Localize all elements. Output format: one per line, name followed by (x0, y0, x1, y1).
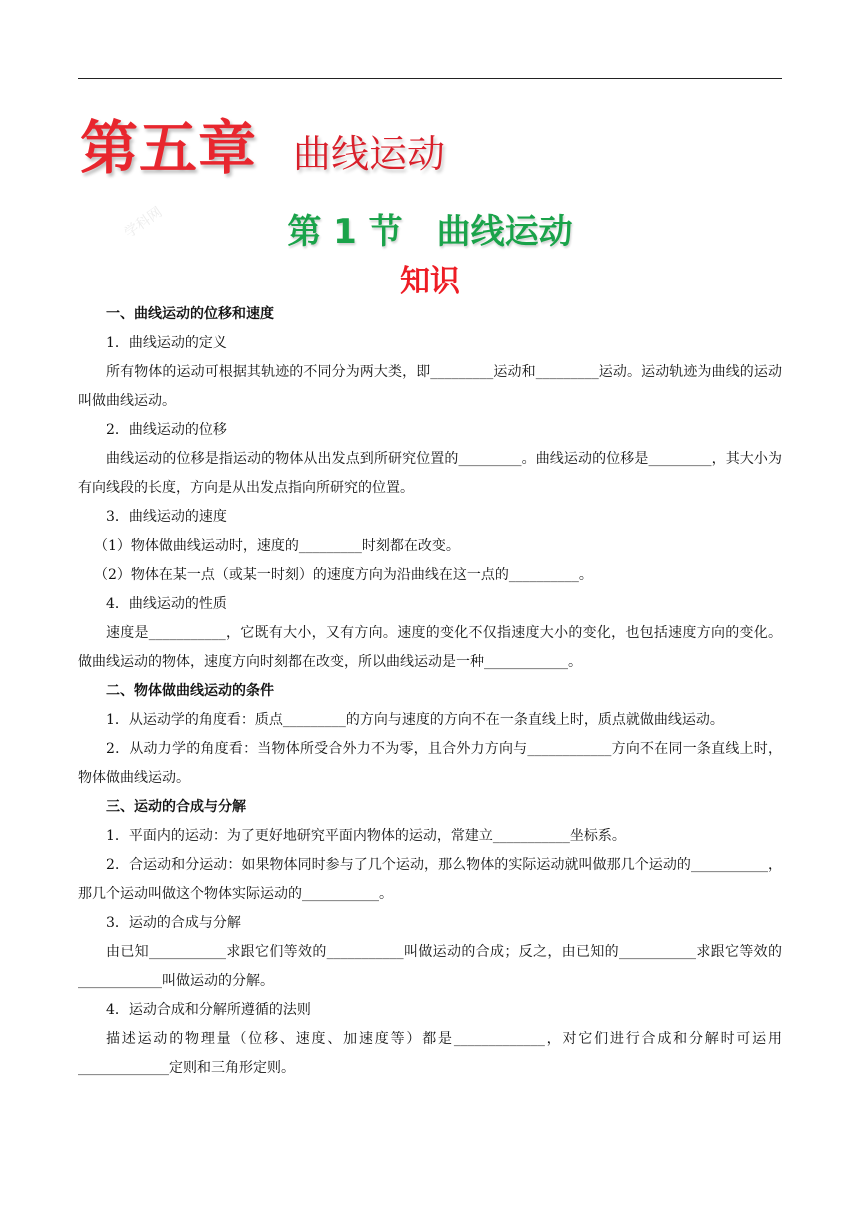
document-body (78, 300, 782, 1083)
item-title: 3．运动的合成与分解 (106, 915, 241, 931)
item-text: 2．合运动和分运动：如果物体同时参与了几个运动，那么物体的实际运动就叫做那几个运动的___________，那几个运动叫做这个物体实际运动的___________。 (78, 857, 782, 902)
item-text: 速度是___________，它既有大小，又有方向。速度的变化不仅指速度大小的变化，也包括速度方向的变化。做曲线运动的物体，速度方向时刻都在改变，所以曲线运动是一种____________。 (78, 625, 782, 670)
chapter-banner (80, 108, 446, 182)
item-title: 4．运动合成和分解所遵循的法则 (106, 1002, 311, 1018)
item-line: （1）物体做曲线运动时，速度的_________时刻都在改变。 (94, 538, 460, 554)
header-rule (78, 78, 782, 79)
item-text: 1．平面内的运动：为了更好地研究平面内物体的运动，常建立___________坐标系。 (106, 828, 626, 844)
item-text: 所有物体的运动可根据其轨迹的不同分为两大类，即_________运动和_________运动。运动轨迹为曲线的运动叫做曲线运动。 (78, 364, 782, 409)
item-text: 描述运动的物理量（位移、速度、加速度等）都是_____________，对它们进行合成和分解时可运用_____________定则和三角形定则。 (78, 1031, 782, 1076)
item-text: 曲线运动的位移是指运动的物体从出发点到所研究位置的_________。曲线运动的位移是_________，其大小为有向线段的长度，方向是从出发点指向所研究的位置。 (78, 451, 782, 496)
item-text: 2．从动力学的角度看：当物体所受合外力不为零，且合外力方向与____________方向不在同一条直线上时，物体做曲线运动。 (78, 741, 782, 786)
item-title: 1．曲线运动的定义 (106, 335, 227, 351)
item-line: （2）物体在某一点（或某一时刻）的速度方向为沿曲线在这一点的__________。 (94, 567, 593, 583)
part-heading-2: 二、物体做曲线运动的条件 (106, 683, 274, 699)
section-subtitle: 知识 (400, 264, 460, 299)
part-heading-1: 一、曲线运动的位移和速度 (106, 306, 274, 322)
part-heading-3: 三、运动的合成与分解 (106, 799, 246, 815)
item-title: 4．曲线运动的性质 (106, 596, 227, 612)
item-text: 1．从运动学的角度看：质点_________的方向与速度的方向不在一条直线上时，质点就做曲线运动。 (106, 712, 724, 728)
chapter-title: 曲线运动 (293, 132, 446, 176)
item-text: 由已知___________求跟它们等效的___________叫做运动的合成；反之，由已知的___________求跟它等效的____________叫做运动的分解。 (78, 944, 782, 989)
chapter-number: 第五章 (80, 114, 258, 182)
section-title: 第 1 节 曲线运动 (287, 212, 573, 252)
item-title: 3．曲线运动的速度 (106, 509, 227, 525)
watermark: 学科网 (121, 204, 166, 242)
item-title: 2．曲线运动的位移 (106, 422, 227, 438)
